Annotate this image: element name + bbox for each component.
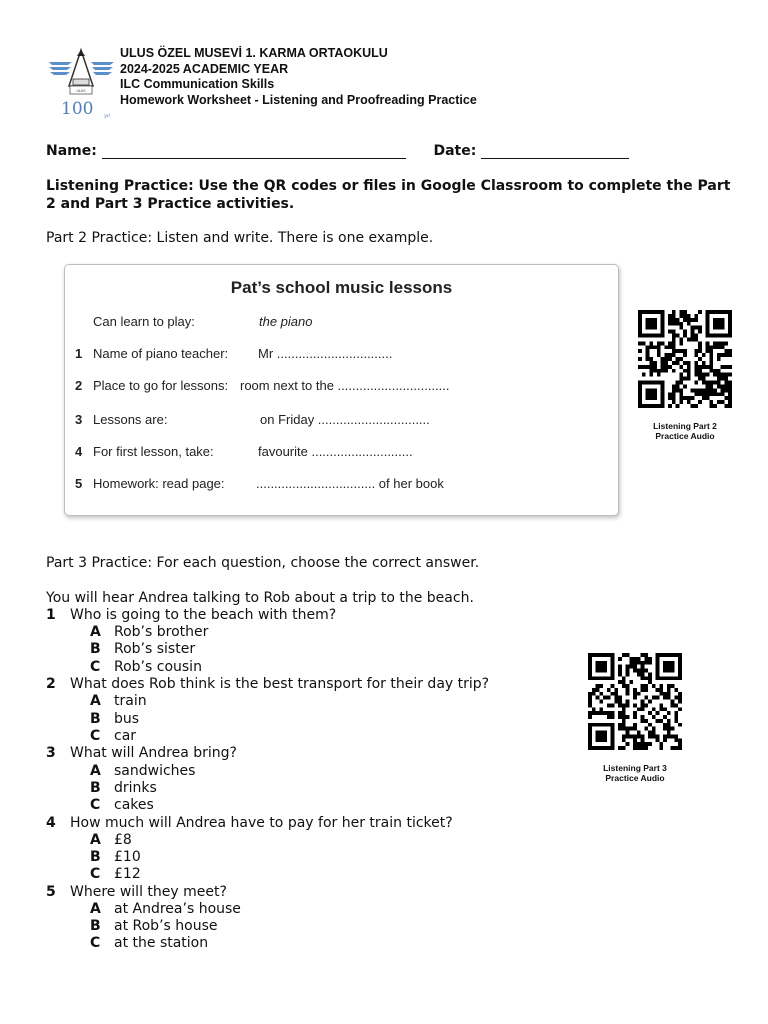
qr-caption-line: Practice Audio — [605, 773, 665, 783]
answer-blank[interactable]: favourite ............................ — [258, 444, 413, 459]
answer-option[interactable] — [90, 866, 141, 883]
item-label: Place to go for lessons: — [93, 378, 229, 393]
question-text: What will Andrea bring? — [70, 745, 237, 761]
date-label: Date: — [433, 143, 477, 159]
part3-title: Part 3 Practice: For each question, choose the correct answer. — [46, 555, 480, 571]
qr-modules — [638, 310, 732, 408]
qr-caption-line: Listening Part 3 — [603, 763, 667, 773]
qr-code-part3[interactable] — [588, 653, 682, 750]
question-text: Where will they meet? — [70, 884, 227, 900]
notes-row — [65, 412, 618, 430]
part2-title: Part 2 Practice: Listen and write. There is one example. — [46, 230, 434, 246]
option-text: at Rob’s house — [114, 918, 218, 934]
qr-code-part2[interactable] — [638, 310, 732, 408]
qr-modules — [588, 653, 682, 750]
option-letter: C — [90, 866, 101, 882]
date-field[interactable] — [481, 146, 629, 159]
question-number: 5 — [46, 884, 56, 900]
qr-caption-part3 — [582, 763, 688, 783]
qr-caption-line: Practice Audio — [655, 431, 715, 441]
option-text: Rob’s sister — [114, 641, 196, 657]
answer-option[interactable] — [90, 918, 217, 935]
answer-option[interactable] — [90, 797, 154, 814]
question-number: 3 — [46, 745, 56, 761]
option-letter: B — [90, 711, 101, 727]
question-text: How much will Andrea have to pay for her train ticket? — [70, 815, 453, 831]
answer-blank[interactable]: room next to the ............................... — [240, 378, 450, 393]
item-label: For first lesson, take: — [93, 444, 214, 459]
name-field[interactable] — [102, 146, 406, 159]
option-text: train — [114, 693, 147, 709]
option-letter: A — [90, 763, 101, 779]
answer-option[interactable] — [90, 728, 136, 745]
worksheet-header — [120, 46, 477, 108]
question-number: 2 — [46, 676, 56, 692]
answer-option[interactable] — [90, 832, 132, 849]
answer-option[interactable] — [90, 901, 241, 918]
option-letter: A — [90, 901, 101, 917]
item-number: 5 — [75, 476, 83, 491]
notes-row — [65, 346, 618, 364]
example-label: Can learn to play: — [93, 314, 195, 329]
example-answer: the piano — [259, 314, 313, 329]
question-text: What does Rob think is the best transport for their day trip? — [70, 676, 490, 692]
option-letter: A — [90, 624, 101, 640]
option-letter: B — [90, 780, 101, 796]
qr-caption-part2 — [632, 421, 738, 441]
item-number: 4 — [75, 444, 83, 459]
notes-row — [65, 378, 618, 396]
name-date-line — [46, 143, 629, 159]
answer-blank[interactable]: ................................. of her book — [256, 476, 444, 491]
course-name: ILC Communication Skills — [120, 77, 275, 91]
item-number: 1 — [75, 346, 83, 361]
option-text: bus — [114, 711, 140, 727]
option-letter: C — [90, 797, 101, 813]
listening-instructions: Listening Practice: Use the QR codes or files in Google Classroom to complete the Part 2 and Part 3 Practice activities. — [46, 178, 731, 212]
option-text: car — [114, 728, 137, 744]
option-text: £10 — [114, 849, 141, 865]
answer-blank[interactable]: Mr ................................ — [258, 346, 393, 361]
name-label: Name: — [46, 143, 97, 159]
qr-caption-line: Listening Part 2 — [653, 421, 717, 431]
academic-year: 2024-2025 ACADEMIC YEAR — [120, 61, 289, 76]
logo-text: 100 — [61, 99, 94, 119]
option-letter: B — [90, 849, 101, 865]
option-text: at the station — [114, 935, 209, 951]
option-text: £8 — [114, 832, 132, 848]
school-logo — [44, 46, 118, 120]
svg-text:ULUS: ULUS — [76, 89, 86, 93]
svg-text:yıl: yıl — [104, 113, 111, 119]
question-number: 1 — [46, 607, 56, 623]
option-text: Rob’s cousin — [114, 659, 202, 675]
option-letter: C — [90, 728, 101, 744]
option-letter: C — [90, 935, 101, 951]
answer-option[interactable] — [90, 763, 195, 780]
item-label: Name of piano teacher: — [93, 346, 229, 361]
notes-row — [65, 444, 618, 462]
worksheet-title: Homework Worksheet - Listening and Proofreading Practice — [120, 92, 477, 107]
option-letter: C — [90, 659, 101, 675]
option-text: £12 — [114, 866, 141, 882]
question-number: 4 — [46, 815, 56, 831]
answer-option[interactable] — [90, 641, 195, 658]
option-letter: B — [90, 641, 101, 657]
option-letter: B — [90, 918, 101, 934]
option-text: at Andrea’s house — [114, 901, 241, 917]
answer-option[interactable] — [90, 624, 208, 641]
answer-option[interactable] — [90, 711, 139, 728]
option-text: cakes — [114, 797, 154, 813]
example-row — [65, 314, 618, 332]
answer-option[interactable] — [90, 780, 157, 797]
answer-blank[interactable]: on Friday ............................... — [260, 412, 430, 427]
option-text: sandwiches — [114, 763, 196, 779]
question-text: Who is going to the beach with them? — [70, 607, 337, 623]
school-name: ULUS ÖZEL MUSEVİ 1. KARMA ORTAOKULU — [120, 46, 388, 60]
option-letter: A — [90, 693, 101, 709]
option-text: drinks — [114, 780, 157, 796]
answer-option[interactable] — [90, 693, 147, 710]
part2-notes-card — [64, 264, 619, 516]
answer-option[interactable] — [90, 935, 208, 952]
item-number: 2 — [75, 378, 83, 393]
part3-intro: You will hear Andrea talking to Rob about a trip to the beach. — [46, 590, 474, 606]
item-label: Homework: read page: — [93, 476, 225, 491]
option-text: Rob’s brother — [114, 624, 209, 640]
answer-option[interactable] — [90, 849, 141, 866]
notes-row — [65, 476, 618, 494]
answer-option[interactable] — [90, 659, 202, 676]
card-title: Pat’s school music lessons — [230, 278, 453, 297]
option-letter: A — [90, 832, 101, 848]
item-label: Lessons are: — [93, 412, 168, 427]
item-number: 3 — [75, 412, 83, 427]
